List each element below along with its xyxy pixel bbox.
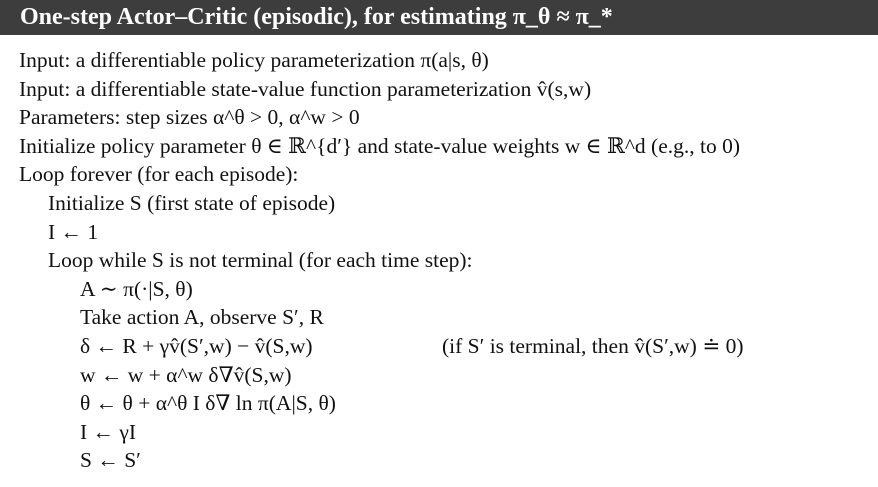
weight-update-line: w ← w + α^w δ∇v̂(S,w) xyxy=(80,362,292,387)
i-update-line: I ← γI xyxy=(80,419,137,444)
theta-update-line: θ ← θ + α^θ I δ∇ ln π(A|S, θ) xyxy=(80,391,336,416)
sample-action-line: A ∼ π(·|S, θ) xyxy=(80,276,193,301)
initialize-line: Initialize policy parameter θ ∈ ℝ^{d′} and state-value weights w ∈ ℝ^d (e.g., to 0) xyxy=(19,133,740,158)
terminal-comment: (if S′ is terminal, then v̂(S′,w) ≐ 0) xyxy=(442,333,744,358)
state-update-line: S ← S′ xyxy=(80,448,141,473)
initialize-state-line: Initialize S (first state of episode) xyxy=(48,190,336,215)
take-action-line: Take action A, observe S′, R xyxy=(80,305,324,330)
algorithm-title: One-step Actor–Critic (episodic), for estimating π_θ ≈ π_* xyxy=(0,0,878,35)
init-i-line: I ← 1 xyxy=(48,219,99,244)
algorithm-body xyxy=(0,35,878,475)
td-error-formula: δ ← R + γv̂(S′,w) − v̂(S,w) xyxy=(80,333,313,358)
input-policy-line: Input: a differentiable policy parameterization π(a|s, θ) xyxy=(19,48,489,72)
input-value-function-line: Input: a differentiable state-value function parameterization v̂(s,w) xyxy=(19,76,592,101)
loop-while-line: Loop while S is not terminal (for each time step): xyxy=(48,248,473,273)
td-error-line xyxy=(0,332,878,361)
loop-forever-line: Loop forever (for each episode): xyxy=(19,162,299,187)
parameters-line: Parameters: step sizes α^θ > 0, α^w > 0 xyxy=(19,105,360,130)
